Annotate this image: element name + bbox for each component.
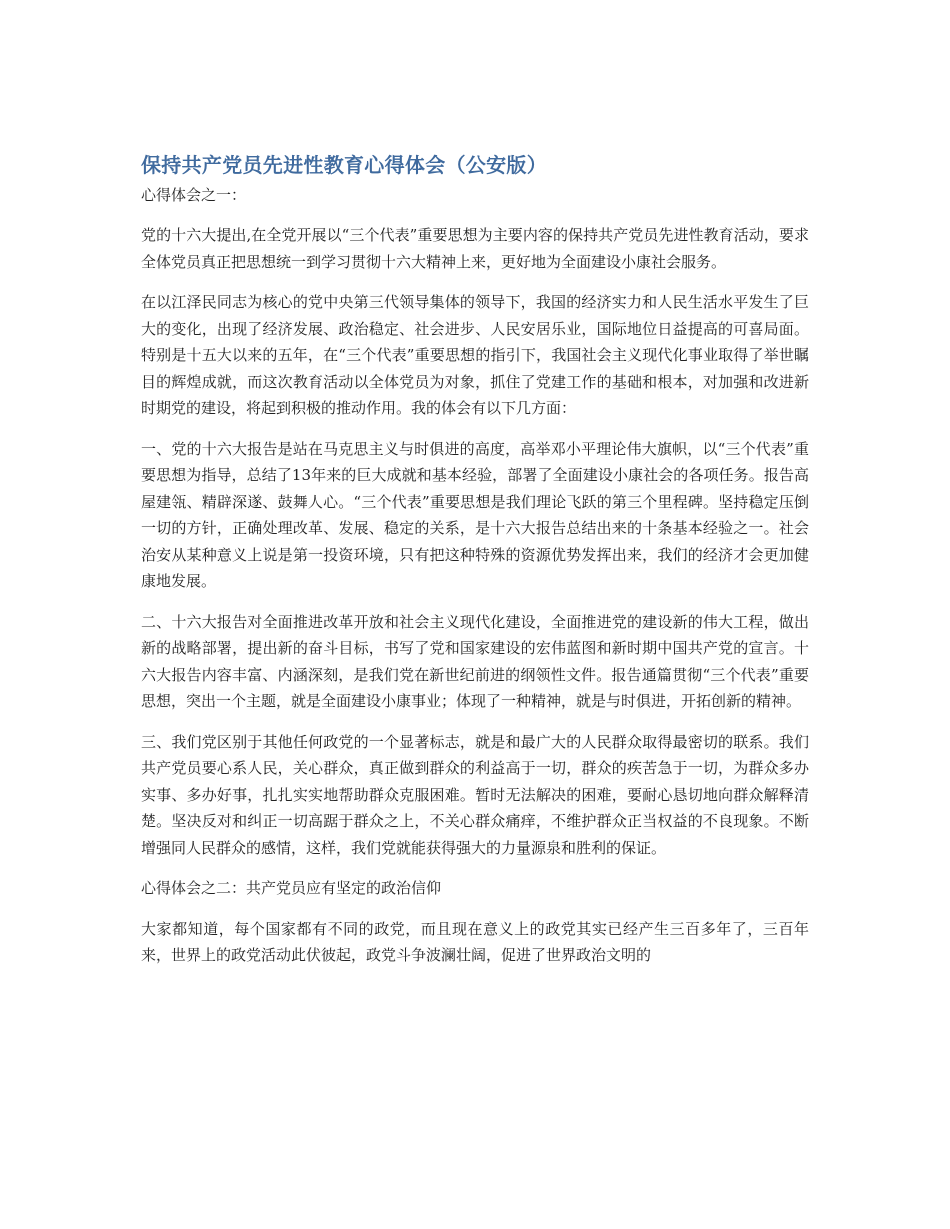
paragraph: 三、我们党区别于其他任何政党的一个显著标志，就是和最广大的人民群众取得最密切的联系。我们共产党员要心系人民，关心群众，真正做到群众的利益高于一切，群众的疾苦急于一切，为群众多办实事、多办好事，扎扎实实地帮助群众克服困难。暂时无法解决的困难，要耐心恳切地向群众解释清楚。坚决反对和纠正一切高踞于群众之上，不关心群众痛痒，不维护群众正当权益的不良现象。不断增强同人民群众的感情，这样，我们党就能获得强大的力量源泉和胜利的保证。 <box>141 732 809 857</box>
paragraph: 党的十六大提出,在全党开展以“三个代表”重要思想为主要内容的保持共产党员先进性教育活动，要求全体党员真正把思想统一到学习贯彻十六大精神上来，更好地为全面建设小康社会服务。 <box>141 226 809 271</box>
section-heading-2: 心得体会之二：共产党员应有坚定的政治信仰 <box>141 879 442 897</box>
paragraph: 大家都知道，每个国家都有不同的政党，而且现在意义上的政党其实已经产生三百多年了，三百年来，世界上的政党活动此伏彼起，政党斗争波澜壮阔，促进了世界政治文明的 <box>141 919 809 964</box>
paragraph: 在以江泽民同志为核心的党中央第三代领导集体的领导下，我国的经济实力和人民生活水平发生了巨大的变化，出现了经济发展、政治稳定、社会进步、人民安居乐业，国际地位日益提高的可喜局面。特别是十五大以来的五年，在“三个代表”重要思想的指引下，我国社会主义现代化事业取得了举世瞩目的辉煌成就，而这次教育活动以全体党员为对象，抓住了党建工作的基础和根本，对加强和改进新时期党的建设，将起到积极的推动作用。我的体会有以下几方面： <box>141 293 809 417</box>
document-page <box>141 150 809 983</box>
section-heading-1: 心得体会之一： <box>141 186 247 204</box>
paragraph: 二、十六大报告对全面推进改革开放和社会主义现代化建设，全面推进党的建设新的伟大工程，做出新的战略部署，提出新的奋斗目标，书写了党和国家建设的宏伟蓝图和新时期中国共产党的宣言。十六大报告内容丰富、内涵深刻，是我们党在新世纪前进的纲领性文件。报告通篇贯彻“三个代表”重要思想，突出一个主题，就是全面建设小康事业；体现了一种精神，就是与时俱进，开拓创新的精神。 <box>141 612 809 710</box>
document-title: 保持共产党员先进性教育心得体会（公安版） <box>141 153 547 177</box>
paragraph: 一、党的十六大报告是站在马克思主义与时俱进的高度，高举邓小平理论伟大旗帜，以“三个代表”重要思想为指导，总结了13年来的巨大成就和基本经验，部署了全面建设小康社会的各项任务。报告高屋建瓴、精辟深遂、鼓舞人心。“三个代表”重要思想是我们理论飞跃的第三个里程碑。坚持稳定压倒一切的方针，正确处理改革、发展、稳定的关系，是十六大报告总结出来的十条基本经验之一。社会治安从某种意义上说是第一投资环境，只有把这种特殊的资源优势发挥出来，我们的经济才会更加健康地发展。 <box>141 439 809 590</box>
